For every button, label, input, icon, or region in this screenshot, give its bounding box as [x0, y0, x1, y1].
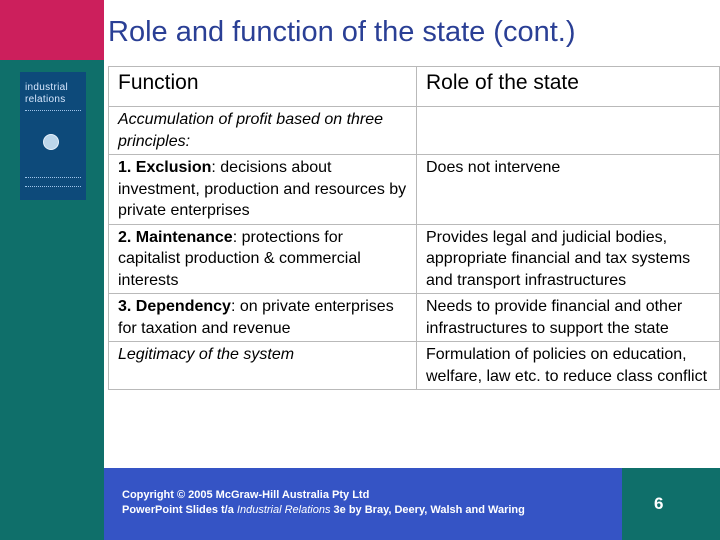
table-header-row	[109, 67, 720, 107]
principle-term: 1. Exclusion	[118, 159, 212, 176]
credits-book-name: Industrial Relations	[236, 504, 331, 516]
left-magenta-block	[0, 0, 104, 60]
function-cell	[109, 155, 417, 225]
header-role: Role of the state	[417, 67, 720, 107]
role-cell: Formulation of policies on education, welfare, law etc. to reduce class conflict	[417, 342, 720, 390]
role-cell: Provides legal and judicial bodies, appropriate financial and tax systems and transport infrastructures	[417, 224, 720, 294]
role-cell: Needs to provide financial and other infrastructures to support the state	[417, 294, 720, 342]
book-cover-subtitle-line	[25, 110, 81, 114]
credits-prefix: PowerPoint Slides t/a	[122, 504, 237, 516]
table-row	[109, 294, 720, 342]
function-cell: Accumulation of profit based on three principles:	[109, 107, 417, 155]
slide-title: Role and function of the state (cont.)	[108, 16, 576, 48]
copyright-text	[122, 488, 622, 518]
principle-description: : decisions about investment, production and resources by private enterprises	[118, 159, 407, 219]
globe-icon	[43, 134, 59, 150]
credits-line	[122, 503, 622, 518]
function-role-table	[108, 66, 720, 390]
book-cover-title: industrial relations	[25, 82, 69, 105]
footer-copyright-box	[104, 468, 622, 540]
role-cell	[417, 107, 720, 155]
copyright-line: Copyright © 2005 McGraw-Hill Australia Pty Ltd	[122, 489, 370, 501]
table-row	[109, 342, 720, 390]
page-number: 6	[654, 494, 664, 513]
function-cell	[109, 294, 417, 342]
role-cell: Does not intervene	[417, 155, 720, 225]
function-cell	[109, 224, 417, 294]
table-row	[109, 224, 720, 294]
book-cover-authors-line	[25, 177, 81, 187]
table-row	[109, 107, 720, 155]
function-cell: Legitimacy of the system	[109, 342, 417, 390]
header-function: Function	[109, 67, 417, 107]
credits-suffix: 3e by Bray, Deery, Walsh and Waring	[330, 504, 525, 516]
principle-description: : protections for capitalist production & commercial interests	[118, 228, 361, 289]
book-cover-image	[20, 72, 86, 200]
table-row	[109, 155, 720, 225]
principle-term: 2. Maintenance	[118, 228, 233, 246]
principle-term: 3. Dependency	[118, 298, 231, 315]
principle-description: : on private enterprises for taxation and revenue	[118, 298, 394, 337]
